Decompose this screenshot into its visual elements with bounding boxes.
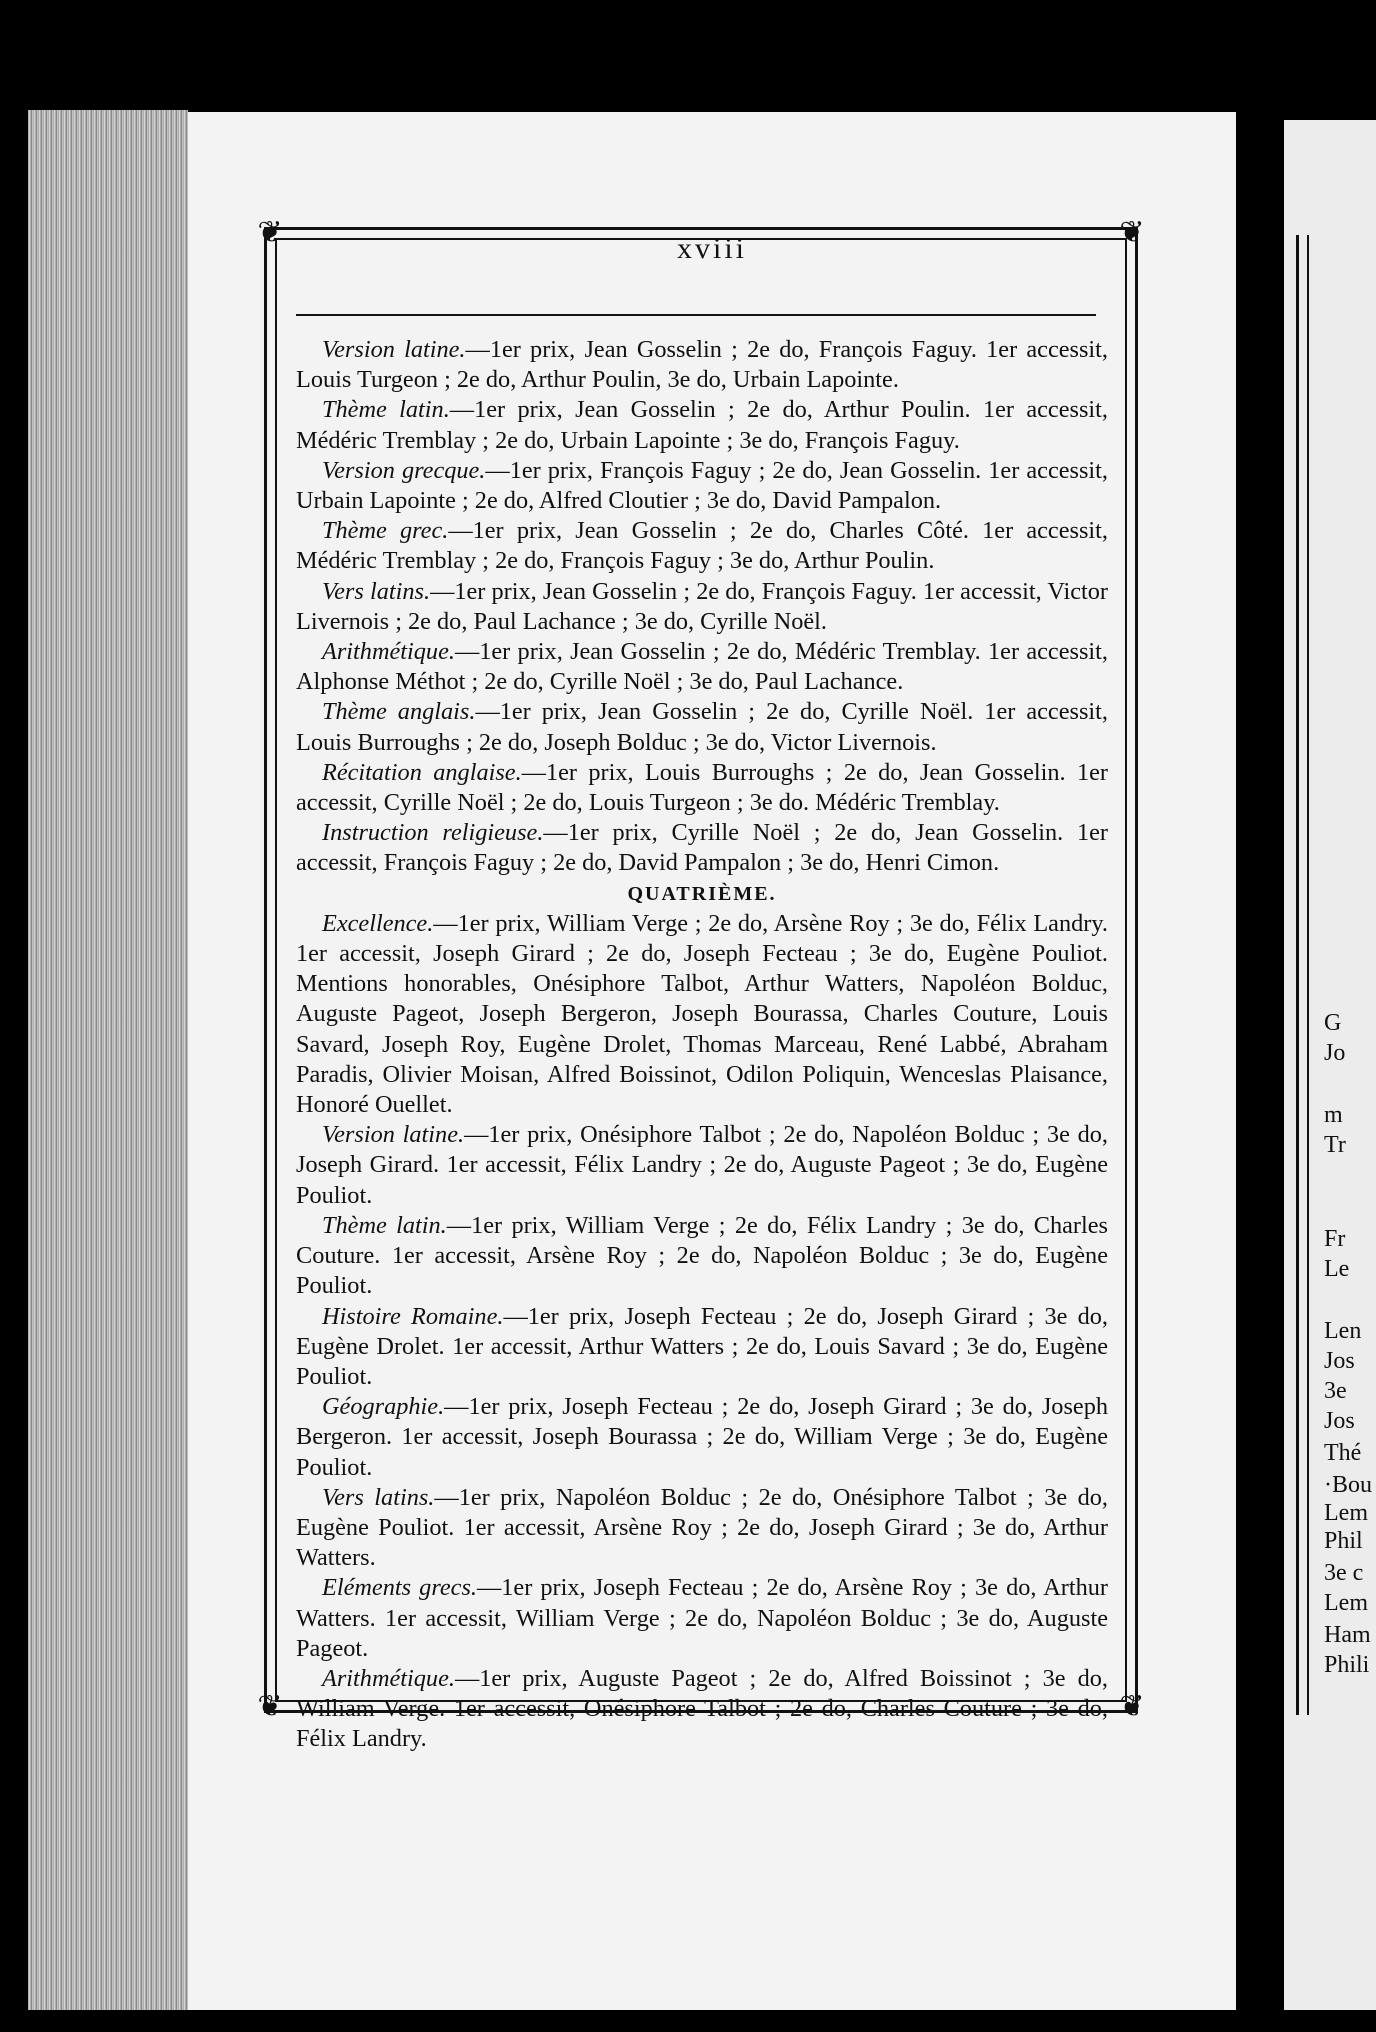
prize-entry	[296, 909, 1108, 1120]
prize-entry	[296, 1392, 1108, 1483]
section-heading: QUATRIÈME.	[627, 882, 777, 905]
subject-title: Excellence.	[322, 909, 434, 937]
prize-entry	[296, 577, 1108, 637]
prize-text: —1er prix, Jean Gosselin ; 2e do, Cyrille Noël. 1er accessit, Louis Burroughs ; 2e do, Joseph Bolduc ; 3e do, Victor Livernois.	[296, 698, 1108, 756]
facing-page-fragment-text: Lem	[1324, 1500, 1368, 1526]
facing-page-fragment-text: Tr	[1324, 1132, 1346, 1158]
fleuron-icon: ❦	[257, 216, 283, 249]
prize-entry	[296, 1302, 1108, 1393]
subject-title: Instruction religieuse.	[322, 819, 544, 847]
facing-page-fragment-text: Jo	[1324, 1040, 1346, 1066]
prize-text: —1er prix, Joseph Fecteau ; 2e do, Joseph Girard ; 3e do, Joseph Bergeron. 1er accessit, Joseph Bourassa ; 2e do, William Verge ; 3e do, Eugène Pouliot.	[296, 1393, 1108, 1481]
subject-title: Version grecque.	[322, 456, 486, 484]
prize-entry	[296, 637, 1108, 697]
facing-page-fragment-text: Phil	[1324, 1528, 1363, 1554]
facing-page-fragment-text: G	[1324, 1010, 1342, 1036]
prize-text: —1er prix, Jean Gosselin ; 2e do, François Faguy. 1er accessit, Louis Turgeon ; 2e do, Arthur Poulin, 3e do, Urbain Lapointe.	[296, 336, 1108, 394]
prize-entry	[296, 758, 1108, 818]
prize-text: —1er prix, Joseph Fecteau ; 2e do, Arsène Roy ; 3e do, Arthur Watters. 1er accessit, William Verge ; 2e do, Napoléon Bolduc ; 3e do, Auguste Pageot.	[296, 1574, 1108, 1662]
prize-entry	[296, 818, 1108, 878]
subject-title: Arithmétique.	[322, 1664, 455, 1692]
prize-text: —1er prix, Auguste Pageot ; 2e do, Alfred Boissinot ; 3e do, William Verge. 1er accessit, Onésiphore Talbot ; 2e do, Charles Couture ; 3e do, Félix Landry.	[296, 1664, 1108, 1753]
fleuron-icon: ❦	[1119, 1690, 1145, 1723]
subject-title: Thème grec.	[322, 517, 449, 545]
subject-title: Récitation anglaise.	[322, 758, 522, 786]
prize-entry	[296, 335, 1108, 395]
subject-title: Vers latins.	[322, 577, 431, 605]
facing-page-fragment-text: m	[1324, 1102, 1343, 1128]
page-number: xviii	[676, 232, 747, 265]
prize-entry	[296, 1573, 1108, 1664]
prize-entry	[296, 1211, 1108, 1302]
prize-list-bottom	[296, 909, 1108, 1755]
prize-text: —1er prix, Jean Gosselin ; 2e do, Médéric Tremblay. 1er accessit, Alphonse Méthot ; 2e do, Cyrille Noël ; 3e do, Paul Lachance.	[296, 638, 1108, 696]
prize-text: —1er prix, Louis Burroughs ; 2e do, Jean Gosselin. 1er accessit, Cyrille Noël ; 2e do, Louis Turgeon ; 3e do. Médéric Tremblay.	[296, 758, 1108, 817]
fleuron-icon: ❦	[257, 1690, 283, 1723]
header-rule	[296, 314, 1096, 316]
facing-page-fragment	[1284, 120, 1376, 2010]
facing-page-fragment-text: 3e	[1324, 1378, 1347, 1404]
prize-entry	[296, 1120, 1108, 1211]
prize-text: —1er prix, Napoléon Bolduc ; 2e do, Onésiphore Talbot ; 3e do, Eugène Pouliot. 1er accessit, Arsène Roy ; 2e do, Joseph Girard ; 3e do, Arthur Watters.	[296, 1483, 1108, 1572]
prize-entry	[296, 516, 1108, 576]
prize-text: —1er prix, Jean Gosselin ; 2e do, François Faguy. 1er accessit, Victor Livernois ; 2e do, Paul Lachance ; 3e do, Cyrille Noël.	[296, 577, 1108, 635]
prize-entry	[296, 1483, 1108, 1574]
prize-text: —1er prix, William Verge ; 2e do, Félix Landry ; 3e do, Charles Couture. 1er accessit, Arsène Roy ; 2e do, Napoléon Bolduc ; 3e do, Eugène Pouliot.	[296, 1211, 1108, 1300]
subject-title: Histoire Romaine.	[322, 1302, 504, 1330]
prize-text: —1er prix, Jean Gosselin ; 2e do, Charles Côté. 1er accessit, Médéric Tremblay ; 2e do, François Faguy ; 3e do, Arthur Poulin.	[296, 517, 1108, 575]
subject-title: Version latine.	[322, 1121, 465, 1149]
prize-text: —1er prix, Cyrille Noël ; 2e do, Jean Gosselin. 1er accessit, François Faguy ; 2e do, David Pampalon ; 3e do, Henri Cimon.	[296, 819, 1108, 877]
facing-page-fragment-text: Phili	[1324, 1652, 1370, 1678]
prize-entry	[296, 456, 1108, 516]
prize-entry	[296, 1664, 1108, 1755]
prize-text: —1er prix, Onésiphore Talbot ; 2e do, Napoléon Bolduc ; 3e do, Joseph Girard. 1er accessit, Félix Landry ; 2e do, Auguste Pageot ; 3e do, Eugène Pouliot.	[296, 1121, 1108, 1209]
prize-entry	[296, 395, 1108, 455]
prize-text: —1er prix, François Faguy ; 2e do, Jean Gosselin. 1er accessit, Urbain Lapointe ; 2e do, Alfred Cloutier ; 3e do, David Pampalon.	[296, 456, 1108, 515]
facing-page-fragment-text: ·Bou	[1324, 1472, 1372, 1498]
subject-title: Eléments grecs.	[322, 1574, 477, 1602]
facing-page-border	[1296, 235, 1309, 1715]
subject-title: Thème anglais.	[322, 698, 476, 726]
prize-list-top	[296, 335, 1108, 879]
subject-title: Géographie.	[322, 1393, 445, 1421]
facing-page-fragment-text: Lem	[1324, 1590, 1368, 1616]
facing-page-fragment-text: 3e c	[1324, 1560, 1364, 1586]
facing-page-fragment-text: Ham	[1324, 1622, 1371, 1648]
prize-text: —1er prix, Joseph Fecteau ; 2e do, Joseph Girard ; 3e do, Eugène Drolet. 1er accessit, Arthur Watters ; 2e do, Louis Savard ; 3e do, Eugène Pouliot.	[296, 1302, 1108, 1390]
subject-title: Version latine.	[322, 336, 466, 363]
subject-title: Arithmétique.	[322, 638, 455, 666]
book-page	[188, 112, 1236, 2010]
prize-text: —1er prix, Jean Gosselin ; 2e do, Arthur Poulin. 1er accessit, Médéric Tremblay ; 2e do, Urbain Lapointe ; 3e do, François Faguy.	[296, 396, 1108, 454]
subject-title: Thème latin.	[322, 396, 450, 424]
prize-entry	[296, 697, 1108, 757]
fleuron-icon: ❦	[1119, 216, 1145, 249]
facing-page-fragment-text: Len	[1324, 1318, 1362, 1344]
facing-page-fragment-text: Fr	[1324, 1226, 1346, 1252]
page-body	[296, 335, 1108, 1755]
facing-page-fragment-text: Jos	[1324, 1408, 1355, 1434]
book-page-edges	[28, 110, 188, 2010]
facing-page-fragment-text: Jos	[1324, 1348, 1355, 1374]
subject-title: Vers latins.	[322, 1483, 435, 1511]
prize-text: —1er prix, William Verge ; 2e do, Arsène Roy ; 3e do, Félix Landry. 1er accessit, Joseph Girard ; 2e do, Joseph Fecteau ; 3e do, Eugène Pouliot. Mentions honorables, Onésiphore Talbot, Arthur Watters, Napoléon Bolduc, Auguste Pageot, Joseph Bergeron, Joseph Bourassa, Charles Couture, Louis Savard, Joseph Roy, Eugène Drolet, Thomas Marceau, René Labbé, Abraham Paradis, Olivier Moisan, Alfred Boissinot, Odilon Poliquin, Wenceslas Plaisance, Honoré Ouellet.	[296, 909, 1108, 1119]
facing-page-fragment-text: Le	[1324, 1256, 1350, 1282]
subject-title: Thème latin.	[322, 1211, 447, 1239]
facing-page-fragment-text: Thé	[1324, 1440, 1362, 1466]
